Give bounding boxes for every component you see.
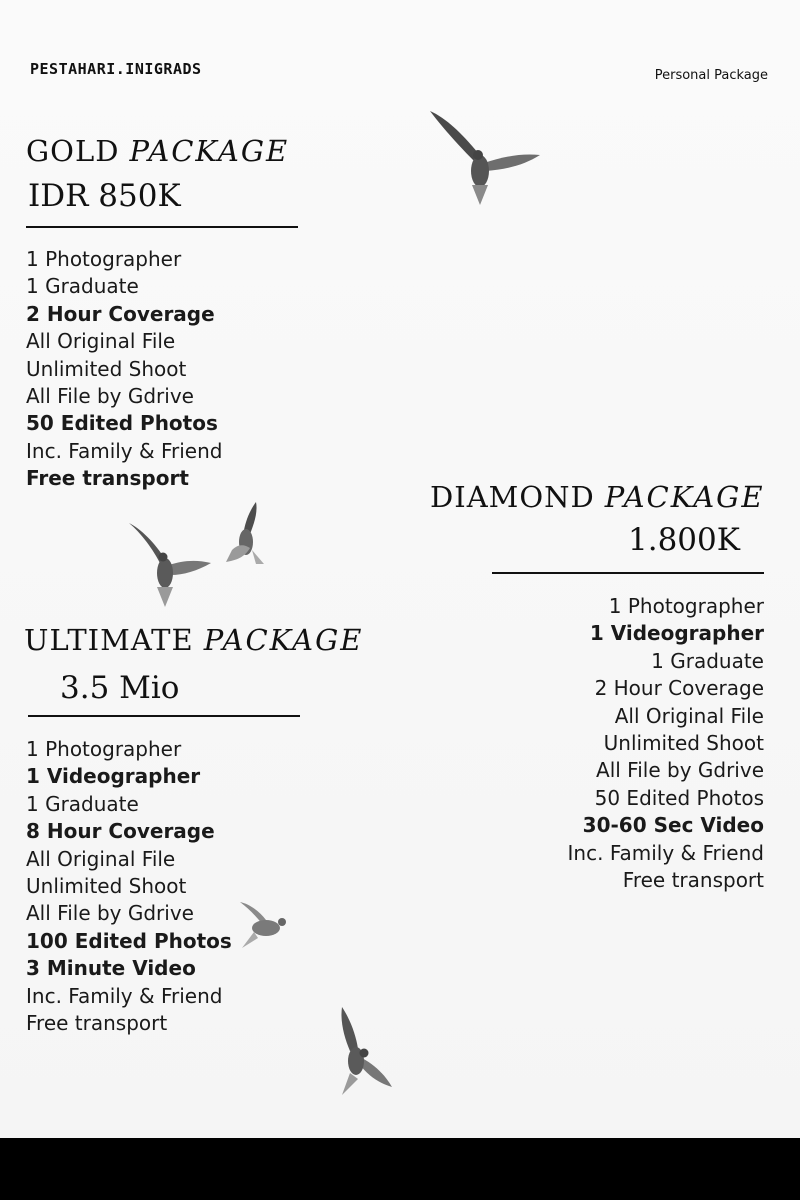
feature-item: Inc. Family & Friend xyxy=(26,438,223,463)
dove-icon xyxy=(320,1003,396,1099)
feature-item: Unlimited Shoot xyxy=(603,731,764,756)
dove-icon xyxy=(222,500,272,568)
feature-item: 1 Videographer xyxy=(589,621,764,646)
diamond-package-title xyxy=(430,480,765,514)
gold-package-price: IDR 850K xyxy=(28,178,181,214)
feature-item: Free transport xyxy=(26,1011,168,1036)
feature-item: 1 Graduate xyxy=(26,791,139,816)
feature-item: All Original File xyxy=(26,846,176,871)
feature-item: All File by Gdrive xyxy=(26,384,194,409)
gold-package-title xyxy=(26,134,289,168)
feature-item: All Original File xyxy=(26,329,176,354)
feature-item: Inc. Family & Friend xyxy=(567,840,764,865)
feature-item: 50 Edited Photos xyxy=(26,411,218,436)
feature-item: 100 Edited Photos xyxy=(26,928,232,953)
package-suffix: PACKAGE xyxy=(203,623,364,657)
footer-bar xyxy=(0,1138,800,1200)
feature-item: Free transport xyxy=(622,868,764,893)
feature-item: Inc. Family & Friend xyxy=(26,983,223,1008)
feature-item: 2 Hour Coverage xyxy=(26,301,215,326)
feature-item: 2 Hour Coverage xyxy=(594,676,764,701)
ultimate-package-title xyxy=(24,623,363,657)
feature-item: Free transport xyxy=(26,466,189,491)
ultimate-package-price: 3.5 Mio xyxy=(60,670,180,706)
feature-item: All File by Gdrive xyxy=(26,901,194,926)
divider xyxy=(28,715,300,717)
dove-icon xyxy=(125,515,215,610)
feature-item: 50 Edited Photos xyxy=(594,785,764,810)
brand-name: PESTAHARI.INIGRADS xyxy=(30,60,202,78)
gold-feature-list xyxy=(26,246,222,493)
package-suffix: PACKAGE xyxy=(604,480,765,514)
diamond-package-price: 1.800K xyxy=(628,522,740,558)
package-name: DIAMOND xyxy=(430,480,595,514)
package-name: ULTIMATE xyxy=(24,623,194,657)
package-name: GOLD xyxy=(26,134,120,168)
feature-item: Unlimited Shoot xyxy=(26,874,187,899)
feature-item: All File by Gdrive xyxy=(596,758,764,783)
package-suffix: PACKAGE xyxy=(129,134,290,168)
dove-icon xyxy=(236,898,296,956)
feature-item: 1 Graduate xyxy=(26,274,139,299)
document-label: Personal Package xyxy=(654,68,768,83)
feature-item: 1 Graduate xyxy=(651,648,764,673)
feature-item: 1 Photographer xyxy=(608,594,764,618)
feature-item: 8 Hour Coverage xyxy=(26,819,215,844)
dove-icon xyxy=(420,105,545,210)
divider xyxy=(26,226,298,228)
feature-item: 1 Photographer xyxy=(26,247,182,271)
feature-item: 1 Videographer xyxy=(26,764,201,789)
divider xyxy=(492,572,764,574)
feature-item: Unlimited Shoot xyxy=(26,356,187,381)
ultimate-feature-list xyxy=(26,736,232,1037)
feature-item: 30-60 Sec Video xyxy=(582,813,764,838)
feature-item: 3 Minute Video xyxy=(26,956,196,981)
feature-item: 1 Photographer xyxy=(26,737,182,761)
diamond-feature-list xyxy=(460,593,764,894)
feature-item: All Original File xyxy=(614,703,764,728)
